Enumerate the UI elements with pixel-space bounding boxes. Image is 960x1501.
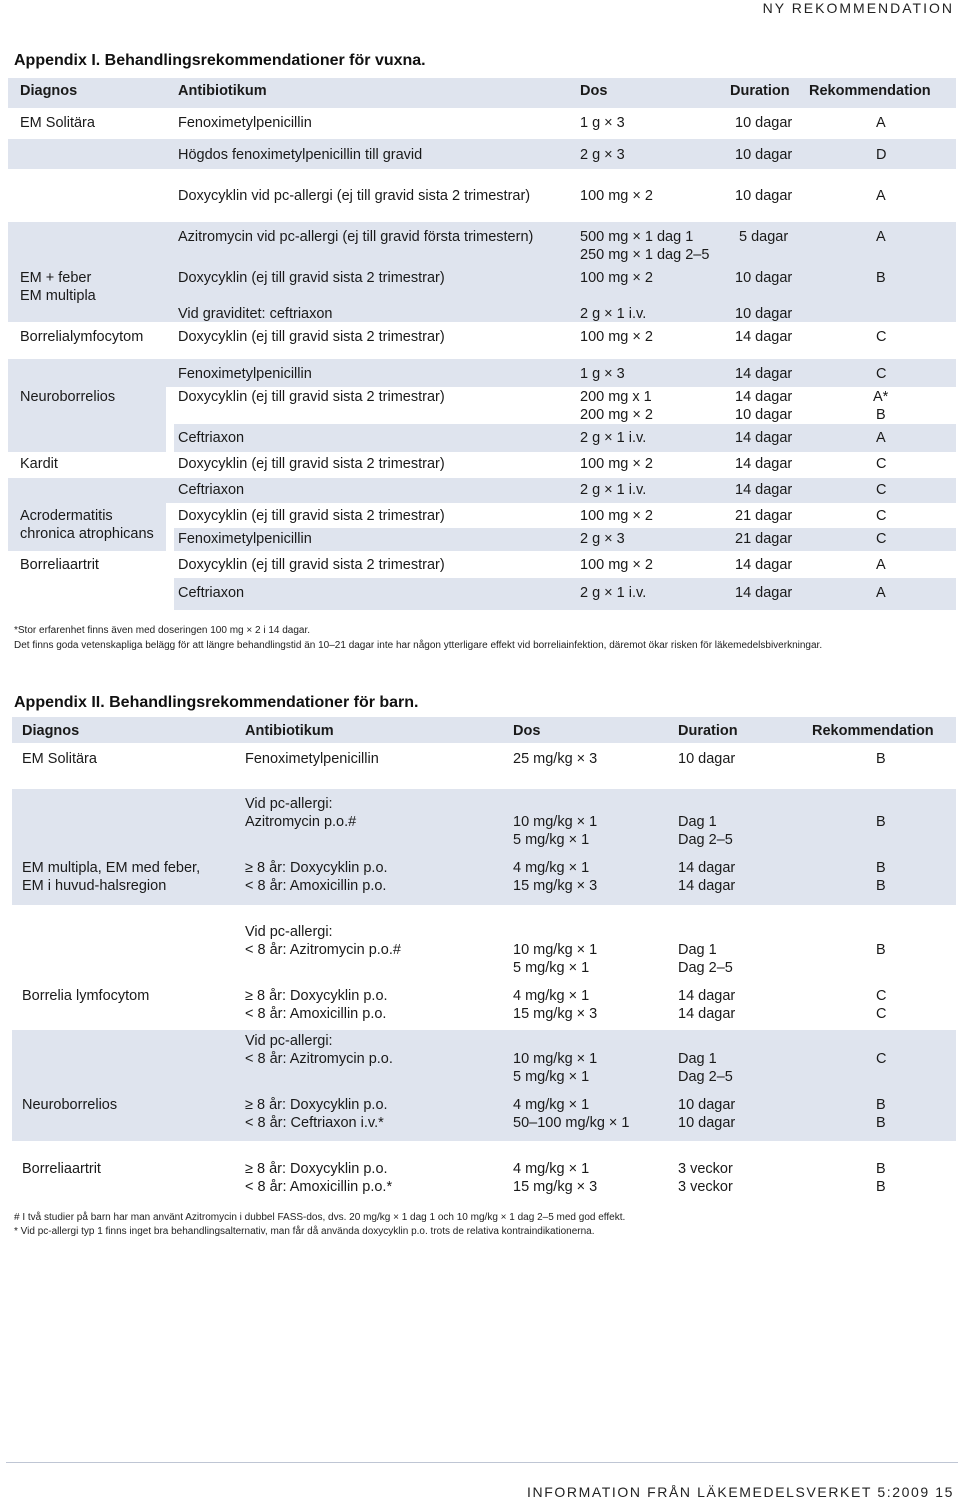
duration-cell: 14 dagar <box>735 557 793 573</box>
appendix2-title: Appendix II. Behandlingsrekommendationer för barn. <box>14 694 419 711</box>
duration-cell: 14 dagar <box>735 482 793 498</box>
diagnos-cell: Borrelialymfocytom <box>20 329 144 345</box>
antibiotikum-cell: Vid pc-allergi: <box>245 796 333 812</box>
duration-cell: 10 dagar <box>735 306 793 322</box>
footnote: # I två studier på barn har man använt Azitromycin i dubbel FASS-dos, dvs. 20 mg/kg × 1 dag 1 och 10 mg/kg × 1 dag 2–5 med god effekt. <box>14 1212 626 1223</box>
dos-cell: 1 g × 3 <box>580 115 625 131</box>
dos-cell: 5 mg/kg × 1 <box>513 1069 590 1085</box>
col-header-diagnos: Diagnos <box>20 83 78 99</box>
dos-cell: 2 g × 1 i.v. <box>580 430 647 446</box>
duration-cell: 14 dagar <box>678 878 736 894</box>
rekommendation-cell: B <box>876 814 886 830</box>
col-header-diagnos: Diagnos <box>22 723 80 739</box>
antibiotikum-cell: ≥ 8 år: Doxycyklin p.o. <box>245 860 388 876</box>
duration-cell: 14 dagar <box>678 860 736 876</box>
duration-cell: Dag 1 <box>678 814 717 830</box>
duration-cell: 14 dagar <box>735 585 793 601</box>
diagnos-cell: EM Solitära <box>20 115 95 131</box>
duration-cell: 14 dagar <box>678 1006 736 1022</box>
rekommendation-cell: A <box>876 557 886 573</box>
antibiotikum-cell: Vid pc-allergi: <box>245 924 333 940</box>
antibiotikum-cell: Doxycyklin (ej till gravid sista 2 trimestrar) <box>178 270 445 286</box>
rekommendation-cell: C <box>876 508 887 524</box>
dos-cell: 250 mg × 1 dag 2–5 <box>580 247 710 263</box>
rekommendation-cell: B <box>876 1115 886 1131</box>
dos-cell: 100 mg × 2 <box>580 188 653 204</box>
rekommendation-cell: C <box>876 366 887 382</box>
page-header-tag: NY REKOMMENDATION <box>762 0 954 16</box>
dos-cell: 4 mg/kg × 1 <box>513 1097 590 1113</box>
diagnos-cell: Neuroborrelios <box>20 389 116 405</box>
dos-cell: 15 mg/kg × 3 <box>513 1006 598 1022</box>
antibiotikum-cell: < 8 år: Amoxicillin p.o. <box>245 1006 387 1022</box>
dos-cell: 500 mg × 1 dag 1 <box>580 229 694 245</box>
duration-cell: Dag 1 <box>678 942 717 958</box>
rekommendation-cell: C <box>876 482 887 498</box>
antibiotikum-cell: Doxycyklin vid pc-allergi (ej till gravid sista 2 trimestrar) <box>178 188 531 204</box>
diagnos-cell: Borreliaartrit <box>20 557 99 573</box>
dos-cell: 2 g × 1 i.v. <box>580 585 647 601</box>
diagnos-cell: chronica atrophicans <box>20 526 154 542</box>
table-row-shade <box>174 424 956 452</box>
table-row-shade <box>8 478 956 503</box>
dos-cell: 100 mg × 2 <box>580 329 653 345</box>
dos-cell: 15 mg/kg × 3 <box>513 878 598 894</box>
rekommendation-cell: A <box>876 585 886 601</box>
diagnos-cell: Borreliaartrit <box>22 1161 101 1177</box>
antibiotikum-cell: Vid pc-allergi: <box>245 1033 333 1049</box>
antibiotikum-cell: Doxycyklin (ej till gravid sista 2 trimestrar) <box>178 456 445 472</box>
footnote: *Stor erfarenhet finns även med doseringen 100 mg × 2 i 14 dagar. <box>14 625 311 636</box>
dos-cell: 10 mg/kg × 1 <box>513 814 598 830</box>
duration-cell: 14 dagar <box>678 988 736 1004</box>
rekommendation-cell: D <box>876 147 887 163</box>
rekommendation-cell: C <box>876 1051 887 1067</box>
rekommendation-cell: C <box>876 988 887 1004</box>
duration-cell: 3 veckor <box>678 1179 733 1195</box>
duration-cell: 14 dagar <box>735 329 793 345</box>
duration-cell: Dag 2–5 <box>678 960 733 976</box>
antibiotikum-cell: Fenoximetylpenicillin <box>178 366 312 382</box>
dos-cell: 4 mg/kg × 1 <box>513 988 590 1004</box>
rekommendation-cell: B <box>876 751 886 767</box>
duration-cell: 10 dagar <box>678 1097 736 1113</box>
rekommendation-cell: C <box>876 456 887 472</box>
antibiotikum-cell: ≥ 8 år: Doxycyklin p.o. <box>245 1161 388 1177</box>
rekommendation-cell: A* <box>873 389 889 405</box>
duration-cell: 10 dagar <box>678 1115 736 1131</box>
rekommendation-cell: B <box>876 407 886 423</box>
col-header-rekommendation: Rekommendation <box>809 83 931 99</box>
rekommendation-cell: A <box>876 188 886 204</box>
antibiotikum-cell: Fenoximetylpenicillin <box>245 751 379 767</box>
dos-cell: 25 mg/kg × 3 <box>513 751 598 767</box>
duration-cell: 10 dagar <box>735 115 793 131</box>
col-header-dos: Dos <box>513 723 541 739</box>
antibiotikum-cell: Doxycyklin (ej till gravid sista 2 trimestrar) <box>178 329 445 345</box>
antibiotikum-cell: < 8 år: Ceftriaxon i.v.* <box>245 1115 384 1131</box>
dos-cell: 2 g × 1 i.v. <box>580 482 647 498</box>
col-header-duration: Duration <box>730 83 790 99</box>
antibiotikum-cell: Azitromycin vid pc-allergi (ej till gravid första trimestern) <box>178 229 534 245</box>
antibiotikum-cell: < 8 år: Azitromycin p.o. <box>245 1051 393 1067</box>
rekommendation-cell: C <box>876 329 887 345</box>
rekommendation-cell: B <box>876 1097 886 1113</box>
duration-cell: 14 dagar <box>735 430 793 446</box>
duration-cell: 14 dagar <box>735 366 793 382</box>
duration-cell: 10 dagar <box>678 751 736 767</box>
rekommendation-cell: B <box>876 1179 886 1195</box>
rekommendation-cell: B <box>876 878 886 894</box>
rekommendation-cell: A <box>876 430 886 446</box>
dos-cell: 100 mg × 2 <box>580 557 653 573</box>
duration-cell: 10 dagar <box>735 407 793 423</box>
duration-cell: 21 dagar <box>735 531 793 547</box>
duration-cell: 14 dagar <box>735 389 793 405</box>
antibiotikum-cell: < 8 år: Amoxicillin p.o. <box>245 878 387 894</box>
dos-cell: 200 mg x 1 <box>580 389 652 405</box>
table-row-shade <box>8 359 956 387</box>
dos-cell: 100 mg × 2 <box>580 270 653 286</box>
antibiotikum-cell: Fenoximetylpenicillin <box>178 115 312 131</box>
duration-cell: 10 dagar <box>735 147 793 163</box>
duration-cell: Dag 1 <box>678 1051 717 1067</box>
rekommendation-cell: A <box>876 115 886 131</box>
rekommendation-cell: B <box>876 270 886 286</box>
duration-cell: 14 dagar <box>735 456 793 472</box>
diagnos-cell: EM i huvud-halsregion <box>22 878 167 894</box>
duration-cell: 10 dagar <box>735 270 793 286</box>
rekommendation-cell: B <box>876 1161 886 1177</box>
dos-cell: 5 mg/kg × 1 <box>513 960 590 976</box>
dos-cell: 2 g × 3 <box>580 531 625 547</box>
duration-cell: 10 dagar <box>735 188 793 204</box>
diagnos-cell: Neuroborrelios <box>22 1097 118 1113</box>
duration-cell: Dag 2–5 <box>678 832 733 848</box>
col-header-dos: Dos <box>580 83 608 99</box>
table-row-shade <box>12 1030 956 1141</box>
duration-cell: 5 dagar <box>739 229 789 245</box>
diagnos-cell: Kardit <box>20 456 58 472</box>
antibiotikum-cell: Högdos fenoximetylpenicillin till gravid <box>178 147 423 163</box>
rekommendation-cell: C <box>876 531 887 547</box>
diagnos-cell: EM multipla <box>20 288 96 304</box>
antibiotikum-cell: ≥ 8 år: Doxycyklin p.o. <box>245 988 388 1004</box>
col-header-rekommendation: Rekommendation <box>812 723 934 739</box>
diagnos-cell: EM Solitära <box>22 751 97 767</box>
col-header-antibiotikum: Antibiotikum <box>245 723 334 739</box>
rekommendation-cell: C <box>876 1006 887 1022</box>
dos-cell: 2 g × 1 i.v. <box>580 306 647 322</box>
duration-cell: 3 veckor <box>678 1161 733 1177</box>
table-row-shade <box>174 578 956 610</box>
dos-cell: 2 g × 3 <box>580 147 625 163</box>
diagnos-cell: Borrelia lymfocytom <box>22 988 150 1004</box>
dos-cell: 15 mg/kg × 3 <box>513 1179 598 1195</box>
antibiotikum-cell: Ceftriaxon <box>178 482 245 498</box>
antibiotikum-cell: < 8 år: Azitromycin p.o.# <box>245 942 401 958</box>
antibiotikum-cell: Fenoximetylpenicillin <box>178 531 312 547</box>
antibiotikum-cell: Vid graviditet: ceftriaxon <box>178 306 333 322</box>
footnote: Det finns goda vetenskapliga belägg för att längre behandlingstid än 10–21 dagar inte har någon ytterligare effekt vid borreliainfektion, däremot ökar risken för läkemedelsbiverkningar. <box>14 640 823 651</box>
antibiotikum-cell: < 8 år: Amoxicillin p.o.* <box>245 1179 393 1195</box>
dos-cell: 50–100 mg/kg × 1 <box>513 1115 630 1131</box>
col-header-antibiotikum: Antibiotikum <box>178 83 267 99</box>
footer-divider <box>6 1462 958 1463</box>
dos-cell: 10 mg/kg × 1 <box>513 1051 598 1067</box>
antibiotikum-cell: ≥ 8 år: Doxycyklin p.o. <box>245 1097 388 1113</box>
antibiotikum-cell: Ceftriaxon <box>178 585 245 601</box>
dos-cell: 4 mg/kg × 1 <box>513 860 590 876</box>
antibiotikum-cell: Doxycyklin (ej till gravid sista 2 trimestrar) <box>178 557 445 573</box>
table-row-shade <box>8 139 956 169</box>
appendix1-title: Appendix I. Behandlingsrekommendationer för vuxna. <box>14 52 426 69</box>
antibiotikum-cell: Azitromycin p.o.# <box>245 814 357 830</box>
diagnos-cell: EM + feber <box>20 270 92 286</box>
dos-cell: 5 mg/kg × 1 <box>513 832 590 848</box>
dos-cell: 100 mg × 2 <box>580 456 653 472</box>
rekommendation-cell: B <box>876 942 886 958</box>
dos-cell: 1 g × 3 <box>580 366 625 382</box>
footnote: * Vid pc-allergi typ 1 finns inget bra behandlingsalternativ, man får då använda doxycyklin p.o. trots de relativa kontraindikationerna. <box>14 1226 595 1237</box>
dos-cell: 100 mg × 2 <box>580 508 653 524</box>
rekommendation-cell: B <box>876 860 886 876</box>
duration-cell: Dag 2–5 <box>678 1069 733 1085</box>
diagnos-cell: Acrodermatitis <box>20 508 113 524</box>
duration-cell: 21 dagar <box>735 508 793 524</box>
antibiotikum-cell: Doxycyklin (ej till gravid sista 2 trimestrar) <box>178 508 445 524</box>
rekommendation-cell: A <box>876 229 886 245</box>
col-header-duration: Duration <box>678 723 738 739</box>
page-footer: INFORMATION FRÅN LÄKEMEDELSVERKET 5:2009 15 <box>527 1484 954 1500</box>
antibiotikum-cell: Ceftriaxon <box>178 430 245 446</box>
diagnos-cell: EM multipla, EM med feber, <box>22 860 201 876</box>
dos-cell: 4 mg/kg × 1 <box>513 1161 590 1177</box>
dos-cell: 200 mg × 2 <box>580 407 653 423</box>
dos-cell: 10 mg/kg × 1 <box>513 942 598 958</box>
antibiotikum-cell: Doxycyklin (ej till gravid sista 2 trimestrar) <box>178 389 445 405</box>
